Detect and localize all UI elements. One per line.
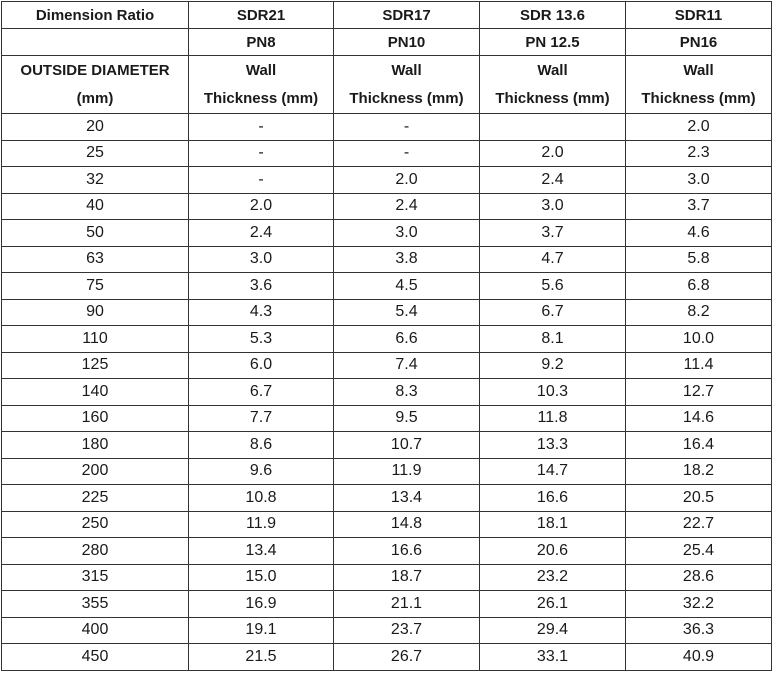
sdr21-cell: 6.7 <box>189 379 334 406</box>
sdr17-cell: 14.8 <box>334 511 480 538</box>
sdr21-cell: 15.0 <box>189 564 334 591</box>
thickness-unit-label: Thickness (mm) <box>203 89 319 107</box>
outside-diameter-cell: 63 <box>2 246 189 273</box>
thickness-unit-label: Thickness (mm) <box>349 89 464 107</box>
sdr13-6-cell: 9.2 <box>480 352 626 379</box>
sdr11-cell: 20.5 <box>626 485 772 512</box>
sdr17-cell: 18.7 <box>334 564 480 591</box>
sdr13-6-cell: 10.3 <box>480 379 626 406</box>
sdr13-6-cell: 6.7 <box>480 299 626 326</box>
sdr13-6-cell: 3.0 <box>480 193 626 220</box>
outside-diameter-cell: 180 <box>2 432 189 459</box>
sdr21-cell: - <box>189 167 334 194</box>
table-row <box>2 644 772 671</box>
outside-diameter-cell: 450 <box>2 644 189 671</box>
sdr11-cell: 11.4 <box>626 352 772 379</box>
outside-diameter-cell: 25 <box>2 140 189 167</box>
sdr21-cell: 21.5 <box>189 644 334 671</box>
sdr17-cell: 10.7 <box>334 432 480 459</box>
pn12-5-header: PN 12.5 <box>480 29 626 56</box>
sdr17-cell: 8.3 <box>334 379 480 406</box>
sdr13-6-cell: 14.7 <box>480 458 626 485</box>
sdr21-cell: 9.6 <box>189 458 334 485</box>
sdr11-cell: 3.7 <box>626 193 772 220</box>
table-row <box>2 193 772 220</box>
outside-diameter-header <box>2 56 189 114</box>
outside-diameter-cell: 40 <box>2 193 189 220</box>
outside-diameter-cell: 32 <box>2 167 189 194</box>
table-row <box>2 140 772 167</box>
sdr11-cell: 18.2 <box>626 458 772 485</box>
sdr21-cell: 7.7 <box>189 405 334 432</box>
wall-thickness-header <box>189 56 334 114</box>
table-header <box>2 2 772 114</box>
outside-diameter-cell: 250 <box>2 511 189 538</box>
table-body <box>2 114 772 671</box>
sdr13-6-cell: 23.2 <box>480 564 626 591</box>
wall-thickness-table <box>1 1 772 671</box>
pressure-rating-blank <box>2 29 189 56</box>
sdr17-cell: 2.0 <box>334 167 480 194</box>
table-row <box>2 326 772 353</box>
wall-label: Wall <box>683 61 714 79</box>
table-row <box>2 246 772 273</box>
sdr13-6-cell: 16.6 <box>480 485 626 512</box>
dimension-ratio-label: Dimension Ratio <box>2 2 189 29</box>
sdr11-cell: 22.7 <box>626 511 772 538</box>
sdr17-cell: 26.7 <box>334 644 480 671</box>
sdr13-6-cell: 20.6 <box>480 538 626 565</box>
wall-thickness-header <box>626 56 772 114</box>
pn16-header: PN16 <box>626 29 772 56</box>
sdr17-header: SDR17 <box>334 2 480 29</box>
sdr13-6-cell: 33.1 <box>480 644 626 671</box>
sdr21-cell: - <box>189 114 334 141</box>
table-row <box>2 564 772 591</box>
sdr11-cell: 8.2 <box>626 299 772 326</box>
outside-diameter-cell: 20 <box>2 114 189 141</box>
table-row <box>2 379 772 406</box>
sdr11-cell: 28.6 <box>626 564 772 591</box>
outside-diameter-unit: (mm) <box>76 89 114 107</box>
sdr13-6-cell: 13.3 <box>480 432 626 459</box>
sdr21-cell: 3.0 <box>189 246 334 273</box>
sdr21-cell: 8.6 <box>189 432 334 459</box>
pn8-header: PN8 <box>189 29 334 56</box>
sdr11-cell: 32.2 <box>626 591 772 618</box>
sdr13-6-cell: 5.6 <box>480 273 626 300</box>
table-row <box>2 273 772 300</box>
outside-diameter-cell: 355 <box>2 591 189 618</box>
outside-diameter-cell: 160 <box>2 405 189 432</box>
sdr13-6-cell: 8.1 <box>480 326 626 353</box>
outside-diameter-cell: 50 <box>2 220 189 247</box>
sdr11-cell: 4.6 <box>626 220 772 247</box>
sdr21-cell: 2.4 <box>189 220 334 247</box>
sdr11-cell: 14.6 <box>626 405 772 432</box>
table-row <box>2 538 772 565</box>
dimension-ratio-row <box>2 2 772 29</box>
sdr21-header: SDR21 <box>189 2 334 29</box>
sdr21-cell: 11.9 <box>189 511 334 538</box>
table-row <box>2 299 772 326</box>
wall-thickness-header <box>480 56 626 114</box>
sdr11-cell: 36.3 <box>626 617 772 644</box>
sdr13-6-cell: 4.7 <box>480 246 626 273</box>
sdr11-cell: 10.0 <box>626 326 772 353</box>
sdr11-cell: 25.4 <box>626 538 772 565</box>
sdr21-cell: 19.1 <box>189 617 334 644</box>
outside-diameter-cell: 125 <box>2 352 189 379</box>
table-row <box>2 167 772 194</box>
sdr21-cell: 2.0 <box>189 193 334 220</box>
sdr17-cell: 21.1 <box>334 591 480 618</box>
sdr21-cell: 6.0 <box>189 352 334 379</box>
sdr21-cell: 4.3 <box>189 299 334 326</box>
outside-diameter-cell: 400 <box>2 617 189 644</box>
sdr11-header: SDR11 <box>626 2 772 29</box>
sdr21-cell: 13.4 <box>189 538 334 565</box>
sdr11-cell: 2.0 <box>626 114 772 141</box>
table-row <box>2 432 772 459</box>
outside-diameter-cell: 140 <box>2 379 189 406</box>
table-row <box>2 405 772 432</box>
table-row <box>2 458 772 485</box>
table-row <box>2 220 772 247</box>
wall-label: Wall <box>391 61 422 79</box>
outside-diameter-cell: 90 <box>2 299 189 326</box>
sdr21-cell: 3.6 <box>189 273 334 300</box>
sdr11-cell: 3.0 <box>626 167 772 194</box>
sdr17-cell: 9.5 <box>334 405 480 432</box>
outside-diameter-cell: 200 <box>2 458 189 485</box>
table-row <box>2 114 772 141</box>
outside-diameter-label: OUTSIDE DIAMETER <box>20 61 170 79</box>
sdr17-cell: 5.4 <box>334 299 480 326</box>
sdr13-6-cell: 26.1 <box>480 591 626 618</box>
sdr17-cell: 16.6 <box>334 538 480 565</box>
table-row <box>2 591 772 618</box>
sdr17-cell: 3.0 <box>334 220 480 247</box>
sdr17-cell: - <box>334 140 480 167</box>
outside-diameter-cell: 225 <box>2 485 189 512</box>
sdr13-6-header: SDR 13.6 <box>480 2 626 29</box>
sdr21-cell: 5.3 <box>189 326 334 353</box>
wall-label: Wall <box>245 61 277 79</box>
outside-diameter-cell: 315 <box>2 564 189 591</box>
sdr13-6-cell: 2.4 <box>480 167 626 194</box>
sdr11-cell: 6.8 <box>626 273 772 300</box>
thickness-unit-label: Thickness (mm) <box>495 89 610 107</box>
sdr13-6-cell: 29.4 <box>480 617 626 644</box>
sdr21-cell: 16.9 <box>189 591 334 618</box>
sdr17-cell: 23.7 <box>334 617 480 644</box>
sdr17-cell: 3.8 <box>334 246 480 273</box>
outside-diameter-cell: 110 <box>2 326 189 353</box>
pressure-rating-row <box>2 29 772 56</box>
sdr11-cell: 40.9 <box>626 644 772 671</box>
sdr13-6-cell <box>480 114 626 141</box>
column-label-row <box>2 56 772 114</box>
sdr17-cell: 6.6 <box>334 326 480 353</box>
sdr13-6-cell: 3.7 <box>480 220 626 247</box>
sdr21-cell: - <box>189 140 334 167</box>
sdr17-cell: 7.4 <box>334 352 480 379</box>
sdr17-cell: 11.9 <box>334 458 480 485</box>
table-row <box>2 511 772 538</box>
sdr11-cell: 2.3 <box>626 140 772 167</box>
sdr13-6-cell: 11.8 <box>480 405 626 432</box>
thickness-unit-label: Thickness (mm) <box>641 89 756 107</box>
outside-diameter-cell: 280 <box>2 538 189 565</box>
outside-diameter-cell: 75 <box>2 273 189 300</box>
pn10-header: PN10 <box>334 29 480 56</box>
sdr17-cell: 2.4 <box>334 193 480 220</box>
wall-thickness-header <box>334 56 480 114</box>
sdr13-6-cell: 2.0 <box>480 140 626 167</box>
sdr21-cell: 10.8 <box>189 485 334 512</box>
sdr17-cell: 13.4 <box>334 485 480 512</box>
table-row <box>2 485 772 512</box>
table-row <box>2 352 772 379</box>
wall-label: Wall <box>537 61 568 79</box>
sdr11-cell: 5.8 <box>626 246 772 273</box>
sdr17-cell: 4.5 <box>334 273 480 300</box>
table-row <box>2 617 772 644</box>
sdr11-cell: 12.7 <box>626 379 772 406</box>
sdr11-cell: 16.4 <box>626 432 772 459</box>
sdr13-6-cell: 18.1 <box>480 511 626 538</box>
sdr17-cell: - <box>334 114 480 141</box>
